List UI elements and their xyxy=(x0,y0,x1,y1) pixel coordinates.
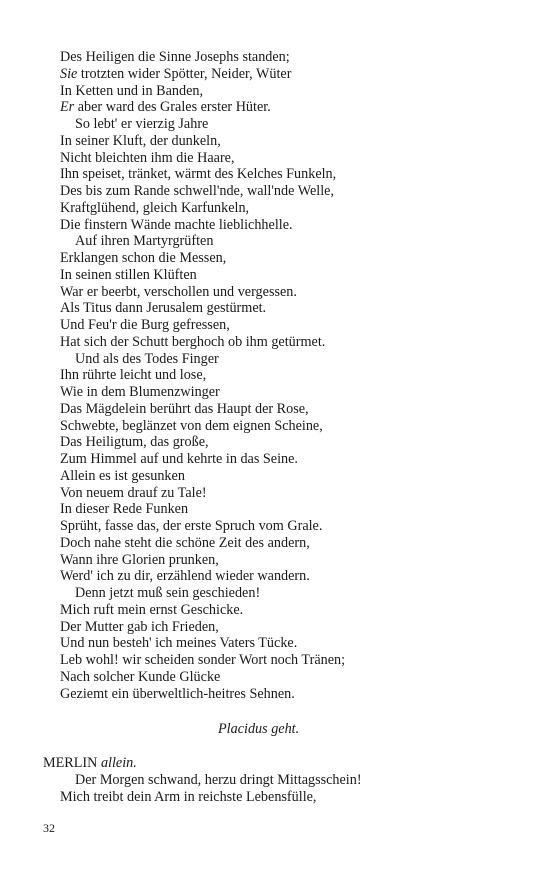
verse-line-text: Von neuem drauf zu Tale! xyxy=(60,484,207,501)
verse-line xyxy=(60,317,345,334)
verse-line-text: Die finstern Wände machte lieblichhelle. xyxy=(60,216,293,233)
verse-line-emphasis: Sie xyxy=(60,65,78,82)
verse-line xyxy=(60,501,345,518)
verse-line-text: Und nun besteh' ich meines Vaters Tücke. xyxy=(60,635,298,652)
verse-line-text: Kraftglühend, gleich Karfunkeln, xyxy=(60,199,250,216)
verse-line xyxy=(60,250,345,267)
verse-line-text: Das Heiligtum, das große, xyxy=(60,434,209,451)
verse-line xyxy=(60,284,345,301)
verse-line-text: Des bis zum Rande schwell'nde, wall'nde Welle, xyxy=(60,183,334,199)
verse-line xyxy=(60,183,345,200)
speaker-heading xyxy=(43,755,137,772)
verse-line xyxy=(60,434,345,451)
speaker-name: MERLIN xyxy=(43,755,98,771)
verse-line xyxy=(60,217,345,234)
verse-block xyxy=(60,49,345,702)
verse-line xyxy=(60,418,345,435)
verse-line-text: In dieser Rede Funken xyxy=(60,501,189,518)
verse-line xyxy=(60,686,345,703)
verse-line xyxy=(60,468,345,485)
verse-line-text: Doch nahe steht die schöne Zeit des andern, xyxy=(60,534,310,551)
verse-line-text: Hat sich der Schutt berghoch ob ihm getürmet. xyxy=(60,333,326,350)
verse-line xyxy=(60,367,345,384)
verse-line xyxy=(60,116,345,133)
verse-line-text: Zum Himmel auf und kehrte in das Seine. xyxy=(60,451,298,467)
verse-line-text: Der Mutter gab ich Frieden, xyxy=(60,618,219,635)
verse-line-text: aber ward des Grales erster Hüter. xyxy=(74,99,271,116)
verse-line-text: In Ketten und in Banden, xyxy=(60,82,204,99)
verse-line xyxy=(60,166,345,183)
verse-line-text: Denn jetzt muß sein geschieden! xyxy=(75,585,261,601)
verse-line-text: Sprüht, fasse das, der erste Spruch vom Grale. xyxy=(60,518,323,534)
verse-line xyxy=(60,99,345,116)
verse-line xyxy=(60,233,345,250)
verse-line xyxy=(60,384,345,401)
verse-line xyxy=(60,267,345,284)
verse-line-text: Wie in dem Blumenzwinger xyxy=(60,384,220,400)
verse-line xyxy=(60,772,362,789)
verse-line xyxy=(60,66,345,83)
verse-line xyxy=(60,619,345,636)
verse-line xyxy=(60,300,345,317)
verse-line xyxy=(60,401,345,418)
verse-line-text: Erklangen schon die Messen, xyxy=(60,250,227,266)
verse-line-text: So lebt' er vierzig Jahre xyxy=(75,116,209,132)
verse-line-text: In seiner Kluft, der dunkeln, xyxy=(60,132,221,149)
verse-line xyxy=(60,451,345,468)
verse-line xyxy=(60,83,345,100)
verse-line-text: Nicht bleichten ihm die Haare, xyxy=(60,149,235,166)
verse-line xyxy=(60,652,345,669)
verse-line-text: Ihn rührte leicht und lose, xyxy=(60,367,207,384)
verse-line-text: In seinen stillen Klüften xyxy=(60,266,197,283)
verse-line xyxy=(60,49,345,66)
verse-line-text: Und Feu'r die Burg gefressen, xyxy=(60,317,230,333)
verse-line-emphasis: Er xyxy=(60,99,75,116)
verse-line-text: trotzten wider Spötter, Neider, Wüter xyxy=(77,65,292,82)
verse-line-text: Nach solcher Kunde Glücke xyxy=(60,668,221,685)
verse-line xyxy=(60,568,345,585)
verse-line-text: Leb wohl! wir scheiden sonder Wort noch Tränen; xyxy=(60,652,346,668)
verse-line-text: War er beerbt, verschollen und vergessen. xyxy=(60,283,297,300)
verse-line xyxy=(60,585,345,602)
verse-line-text: Schwebte, beglänzet von dem eignen Scheine, xyxy=(60,417,323,434)
verse-line-text: Werd' ich zu dir, erzählend wieder wandern. xyxy=(60,568,310,585)
verse-line-text: Allein es ist gesunken xyxy=(60,467,185,484)
verse-line xyxy=(60,789,362,806)
verse-line xyxy=(60,518,345,535)
verse-line-text: Wann ihre Glorien prunken, xyxy=(60,551,219,568)
page-number: 32 xyxy=(43,821,55,835)
verse-line-text: Auf ihren Martyrgrüften xyxy=(75,233,214,250)
verse-line xyxy=(60,669,345,686)
verse-line-text: Mich treibt dein Arm in reichste Lebensfülle, xyxy=(60,788,317,805)
verse-line-text: Ihn speiset, tränket, wärmt des Kelches Funkeln, xyxy=(60,166,337,183)
verse-line xyxy=(60,602,345,619)
verse-line xyxy=(60,552,345,569)
stage-direction-text: Placidus geht. xyxy=(218,721,300,737)
verse-line xyxy=(60,150,345,167)
verse-line xyxy=(60,133,345,150)
speaker-note: allein. xyxy=(100,755,137,771)
verse-line-text: Und als des Todes Finger xyxy=(75,350,219,367)
merlin-speech xyxy=(60,772,362,806)
verse-line-text: Des Heiligen die Sinne Josephs standen; xyxy=(60,49,290,65)
verse-line xyxy=(60,535,345,552)
verse-line-text: Das Mägdelein berührt das Haupt der Rose, xyxy=(60,400,309,417)
verse-line-text: Mich ruft mein ernst Geschicke. xyxy=(60,601,244,618)
verse-line xyxy=(60,334,345,351)
verse-line-text: Als Titus dann Jerusalem gestürmet. xyxy=(60,300,267,317)
verse-line xyxy=(60,351,345,368)
verse-line-text: Geziemt ein überweltlich-heitres Sehnen. xyxy=(60,685,295,702)
verse-line xyxy=(60,635,345,652)
verse-line xyxy=(60,485,345,502)
verse-line-text: Der Morgen schwand, herzu dringt Mittagsschein! xyxy=(75,772,362,788)
verse-line xyxy=(60,200,345,217)
